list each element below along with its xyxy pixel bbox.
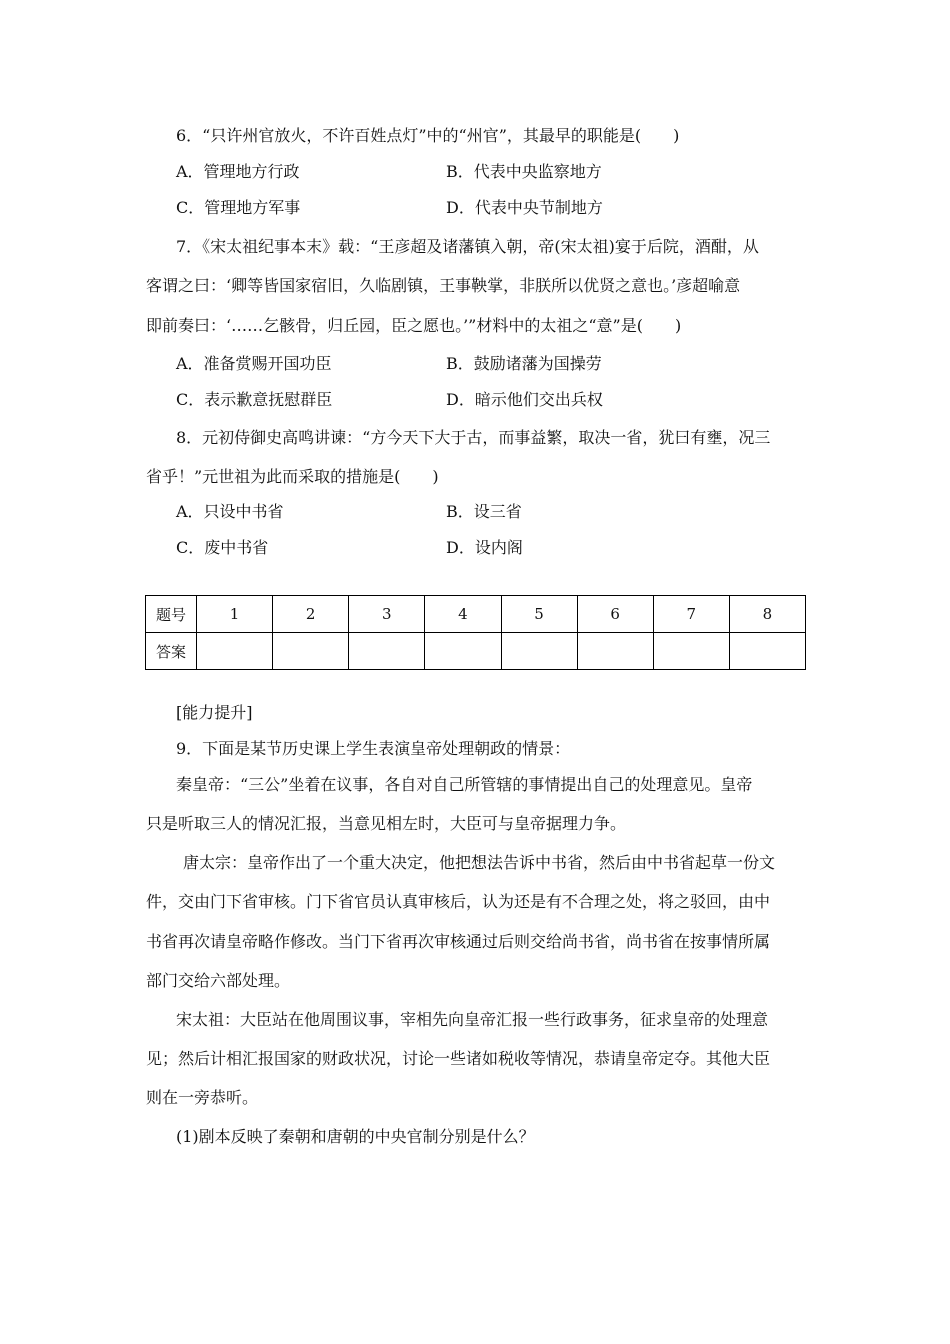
answer-cell[interactable] bbox=[729, 633, 805, 670]
question-number-cell: 4 bbox=[425, 596, 501, 633]
q8-line1: 8．元初侍御史高鸣讲谏：“方今天下大于古，而事益繁，取决一省，犹曰有壅，况三 bbox=[176, 428, 771, 447]
question-number-cell: 6 bbox=[577, 596, 653, 633]
q8-line2: 省乎！”元世祖为此而采取的措施是( ) bbox=[146, 467, 439, 486]
q9-song-line2: 见；然后计相汇报国家的财政状况，讨论一些诸如税收等情况，恭请皇帝定夺。其他大臣 bbox=[146, 1049, 771, 1068]
q6-option-c: C．管理地方军事 bbox=[176, 198, 301, 217]
question-number-cell: 3 bbox=[349, 596, 425, 633]
q7-option-c: C．表示歉意抚慰群臣 bbox=[176, 390, 333, 409]
q7-option-d: D．暗示他们交出兵权 bbox=[446, 390, 603, 409]
answer-cell[interactable] bbox=[425, 633, 501, 670]
q7-option-b: B．鼓励诸藩为国操劳 bbox=[446, 354, 602, 373]
q9-qin-line1: 秦皇帝：“三公”坐着在议事，各自对自己所管辖的事情提出自己的处理意见。皇帝 bbox=[176, 775, 753, 794]
answer-table-answer-row bbox=[146, 633, 806, 670]
number-row-header: 题号 bbox=[146, 596, 197, 633]
answer-cell[interactable] bbox=[501, 633, 577, 670]
q7-line1: 7．《宋太祖纪事本末》载：“王彦超及诸藩镇入朝，帝(宋太祖)宴于后院，酒酣，从 bbox=[176, 237, 759, 256]
q9-subquestion-1: (1)剧本反映了秦朝和唐朝的中央官制分别是什么？ bbox=[176, 1127, 535, 1146]
section-heading: [能力提升] bbox=[176, 703, 253, 722]
answer-cell[interactable] bbox=[197, 633, 273, 670]
q6-option-b: B．代表中央监察地方 bbox=[446, 162, 602, 181]
q8-option-d: D．设内阁 bbox=[446, 538, 523, 557]
q7-line2: 客谓之曰：‘卿等皆国家宿旧，久临剧镇，王事鞅掌，非朕所以优贤之意也。’彦超喻意 bbox=[146, 276, 741, 295]
answer-row-header: 答案 bbox=[146, 633, 197, 670]
q6-option-d: D．代表中央节制地方 bbox=[446, 198, 603, 217]
question-number-cell: 7 bbox=[653, 596, 729, 633]
q9-qin-line2: 只是听取三人的情况汇报，当意见相左时，大臣可与皇帝据理力争。 bbox=[146, 814, 627, 833]
answer-cell[interactable] bbox=[577, 633, 653, 670]
q6-stem: 6．“只许州官放火，不许百姓点灯”中的“州官”，其最早的职能是( ) bbox=[176, 126, 680, 145]
q7-line3: 即前奏曰：‘……乞骸骨，归丘园，臣之愿也。’”材料中的太祖之“意”是( ) bbox=[146, 316, 682, 335]
answer-cell[interactable] bbox=[653, 633, 729, 670]
q9-tang-line4: 部门交给六部处理。 bbox=[146, 971, 291, 990]
question-number-cell: 2 bbox=[273, 596, 349, 633]
q9-tang-line2: 件，交由门下省审核。门下省官员认真审核后，认为还是有不合理之处，将之驳回，由中 bbox=[146, 892, 771, 911]
question-number-cell: 5 bbox=[501, 596, 577, 633]
question-number-cell: 8 bbox=[729, 596, 805, 633]
answer-cell[interactable] bbox=[349, 633, 425, 670]
q9-tang-line1: 唐太宗：皇帝作出了一个重大决定，他把想法告诉中书省，然后由中书省起草一份文 bbox=[183, 853, 776, 872]
q9-tang-line3: 书省再次请皇帝略作修改。当门下省再次审核通过后则交给尚书省，尚书省在按事情所属 bbox=[146, 932, 771, 951]
answer-table bbox=[145, 595, 806, 670]
q9-intro: 9．下面是某节历史课上学生表演皇帝处理朝政的情景： bbox=[176, 739, 571, 758]
question-number-cell: 1 bbox=[197, 596, 273, 633]
q8-option-b: B．设三省 bbox=[446, 502, 522, 521]
q9-song-line1: 宋太祖：大臣站在他周围议事，宰相先向皇帝汇报一些行政事务，征求皇帝的处理意 bbox=[176, 1010, 769, 1029]
q8-option-a: A．只设中书省 bbox=[176, 502, 284, 521]
answer-table-number-row bbox=[146, 596, 806, 633]
q8-option-c: C．废中书省 bbox=[176, 538, 269, 557]
q6-option-a: A．管理地方行政 bbox=[176, 162, 300, 181]
q9-song-line3: 则在一旁恭听。 bbox=[146, 1088, 259, 1107]
answer-cell[interactable] bbox=[273, 633, 349, 670]
q7-option-a: A．准备赏赐开国功臣 bbox=[176, 354, 332, 373]
